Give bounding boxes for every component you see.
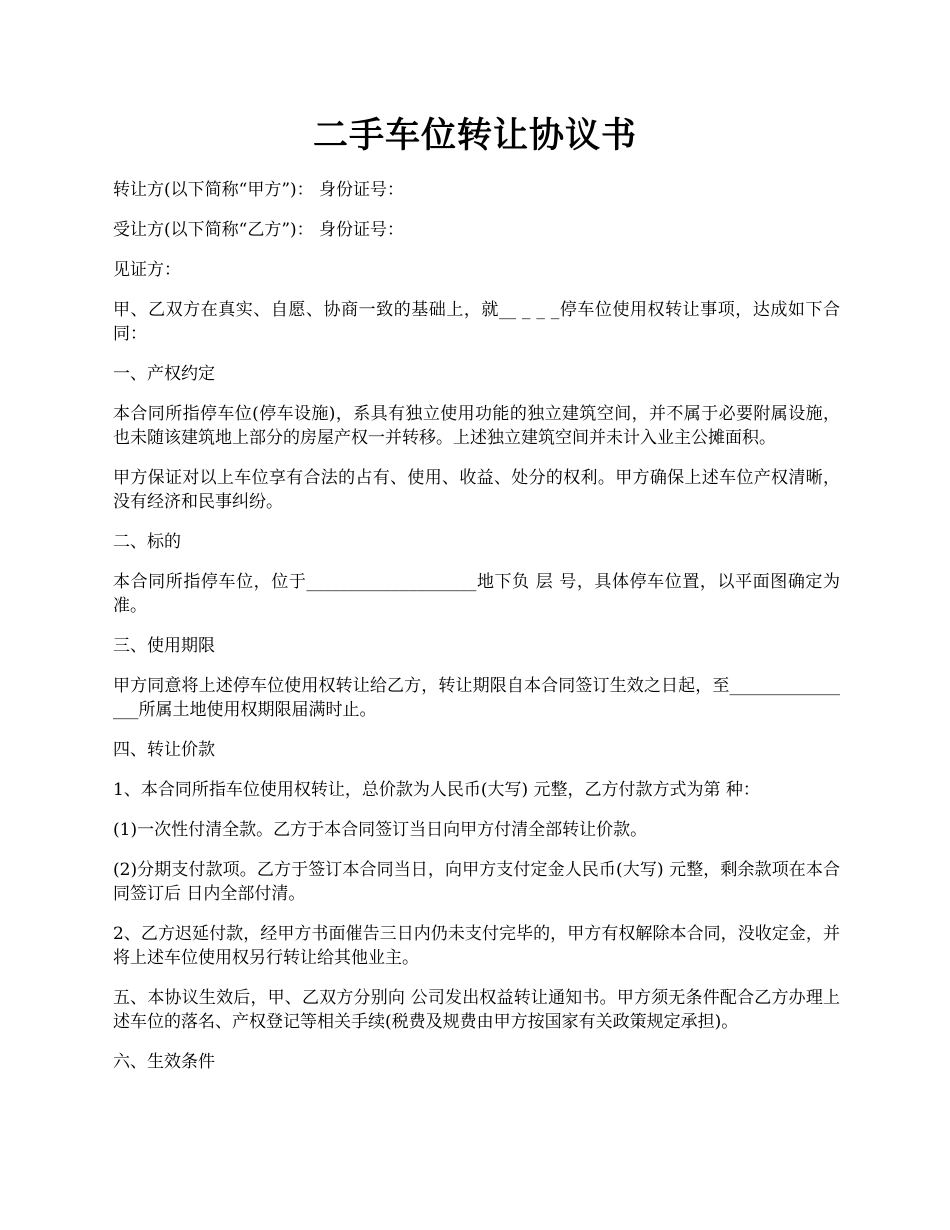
section-heading-subject: 二、标的 bbox=[113, 532, 181, 552]
price-clause-1: 1、本合同所指车位使用权转让，总价款为人民币(大写) 元整，乙方付款方式为第 种： bbox=[113, 780, 760, 800]
section-heading-term: 三、使用期限 bbox=[113, 636, 215, 656]
party-transferee: 受让方(以下简称“乙方”)： 身份证号： bbox=[113, 220, 405, 240]
section-five-paragraph: 五、本协议生效后，甲、乙双方分别向 公司发出权益转让通知书。甲方须无条件配合乙方办理上述车位的落名、产权登记等相关手续(税费及规费由甲方按国家有关政策规定承担)。 bbox=[113, 988, 840, 1032]
subject-paragraph: 本合同所指停车位，位于____________________地下负 层 号，具体停车位置，以平面图确定为准。 bbox=[113, 572, 840, 616]
party-witness: 见证方： bbox=[113, 260, 181, 280]
document-body bbox=[113, 178, 840, 1090]
payment-option-2: (2)分期支付款项。乙方于签订本合同当日，向甲方支付定金人民币(大写) 元整，剩余款项在本合同签订后 日内全部付清。 bbox=[113, 860, 840, 904]
document-title: 二手车位转让协议书 bbox=[312, 115, 637, 156]
section-heading-property-rights: 一、产权约定 bbox=[113, 364, 215, 384]
party-transferor: 转让方(以下简称“甲方”)： 身份证号： bbox=[113, 180, 405, 200]
section-heading-price: 四、转让价款 bbox=[113, 740, 215, 760]
preamble-paragraph: 甲、乙双方在真实、自愿、协商一致的基础上，就__ _ _ _停车位使用权转让事项，达成如下合同： bbox=[113, 300, 840, 344]
payment-option-1: (1)一次性付清全款。乙方于本合同签订当日向甲方付清全部转让价款。 bbox=[113, 820, 648, 840]
property-guarantee-paragraph: 甲方保证对以上车位享有合法的占有、使用、收益、处分的权利。甲方确保上述车位产权清晰，没有经济和民事纠纷。 bbox=[113, 468, 840, 512]
price-clause-2: 2、乙方迟延付款，经甲方书面催告三日内仍未支付完毕的，甲方有权解除本合同，没收定金，并将上述车位使用权另行转让给其他业主。 bbox=[113, 924, 840, 968]
property-rights-paragraph: 本合同所指停车位(停车设施)，系具有独立使用功能的独立建筑空间，并不属于必要附属设施，也未随该建筑地上部分的房屋产权一并转移。上述独立建筑空间并未计入业主公摊面积。 bbox=[113, 404, 840, 448]
section-heading-effective: 六、生效条件 bbox=[113, 1052, 215, 1072]
term-paragraph: 甲方同意将上述停车位使用权转让给乙方，转让期限自本合同签订生效之日起，至________________所属土地使用权期限届满时止。 bbox=[113, 676, 840, 720]
